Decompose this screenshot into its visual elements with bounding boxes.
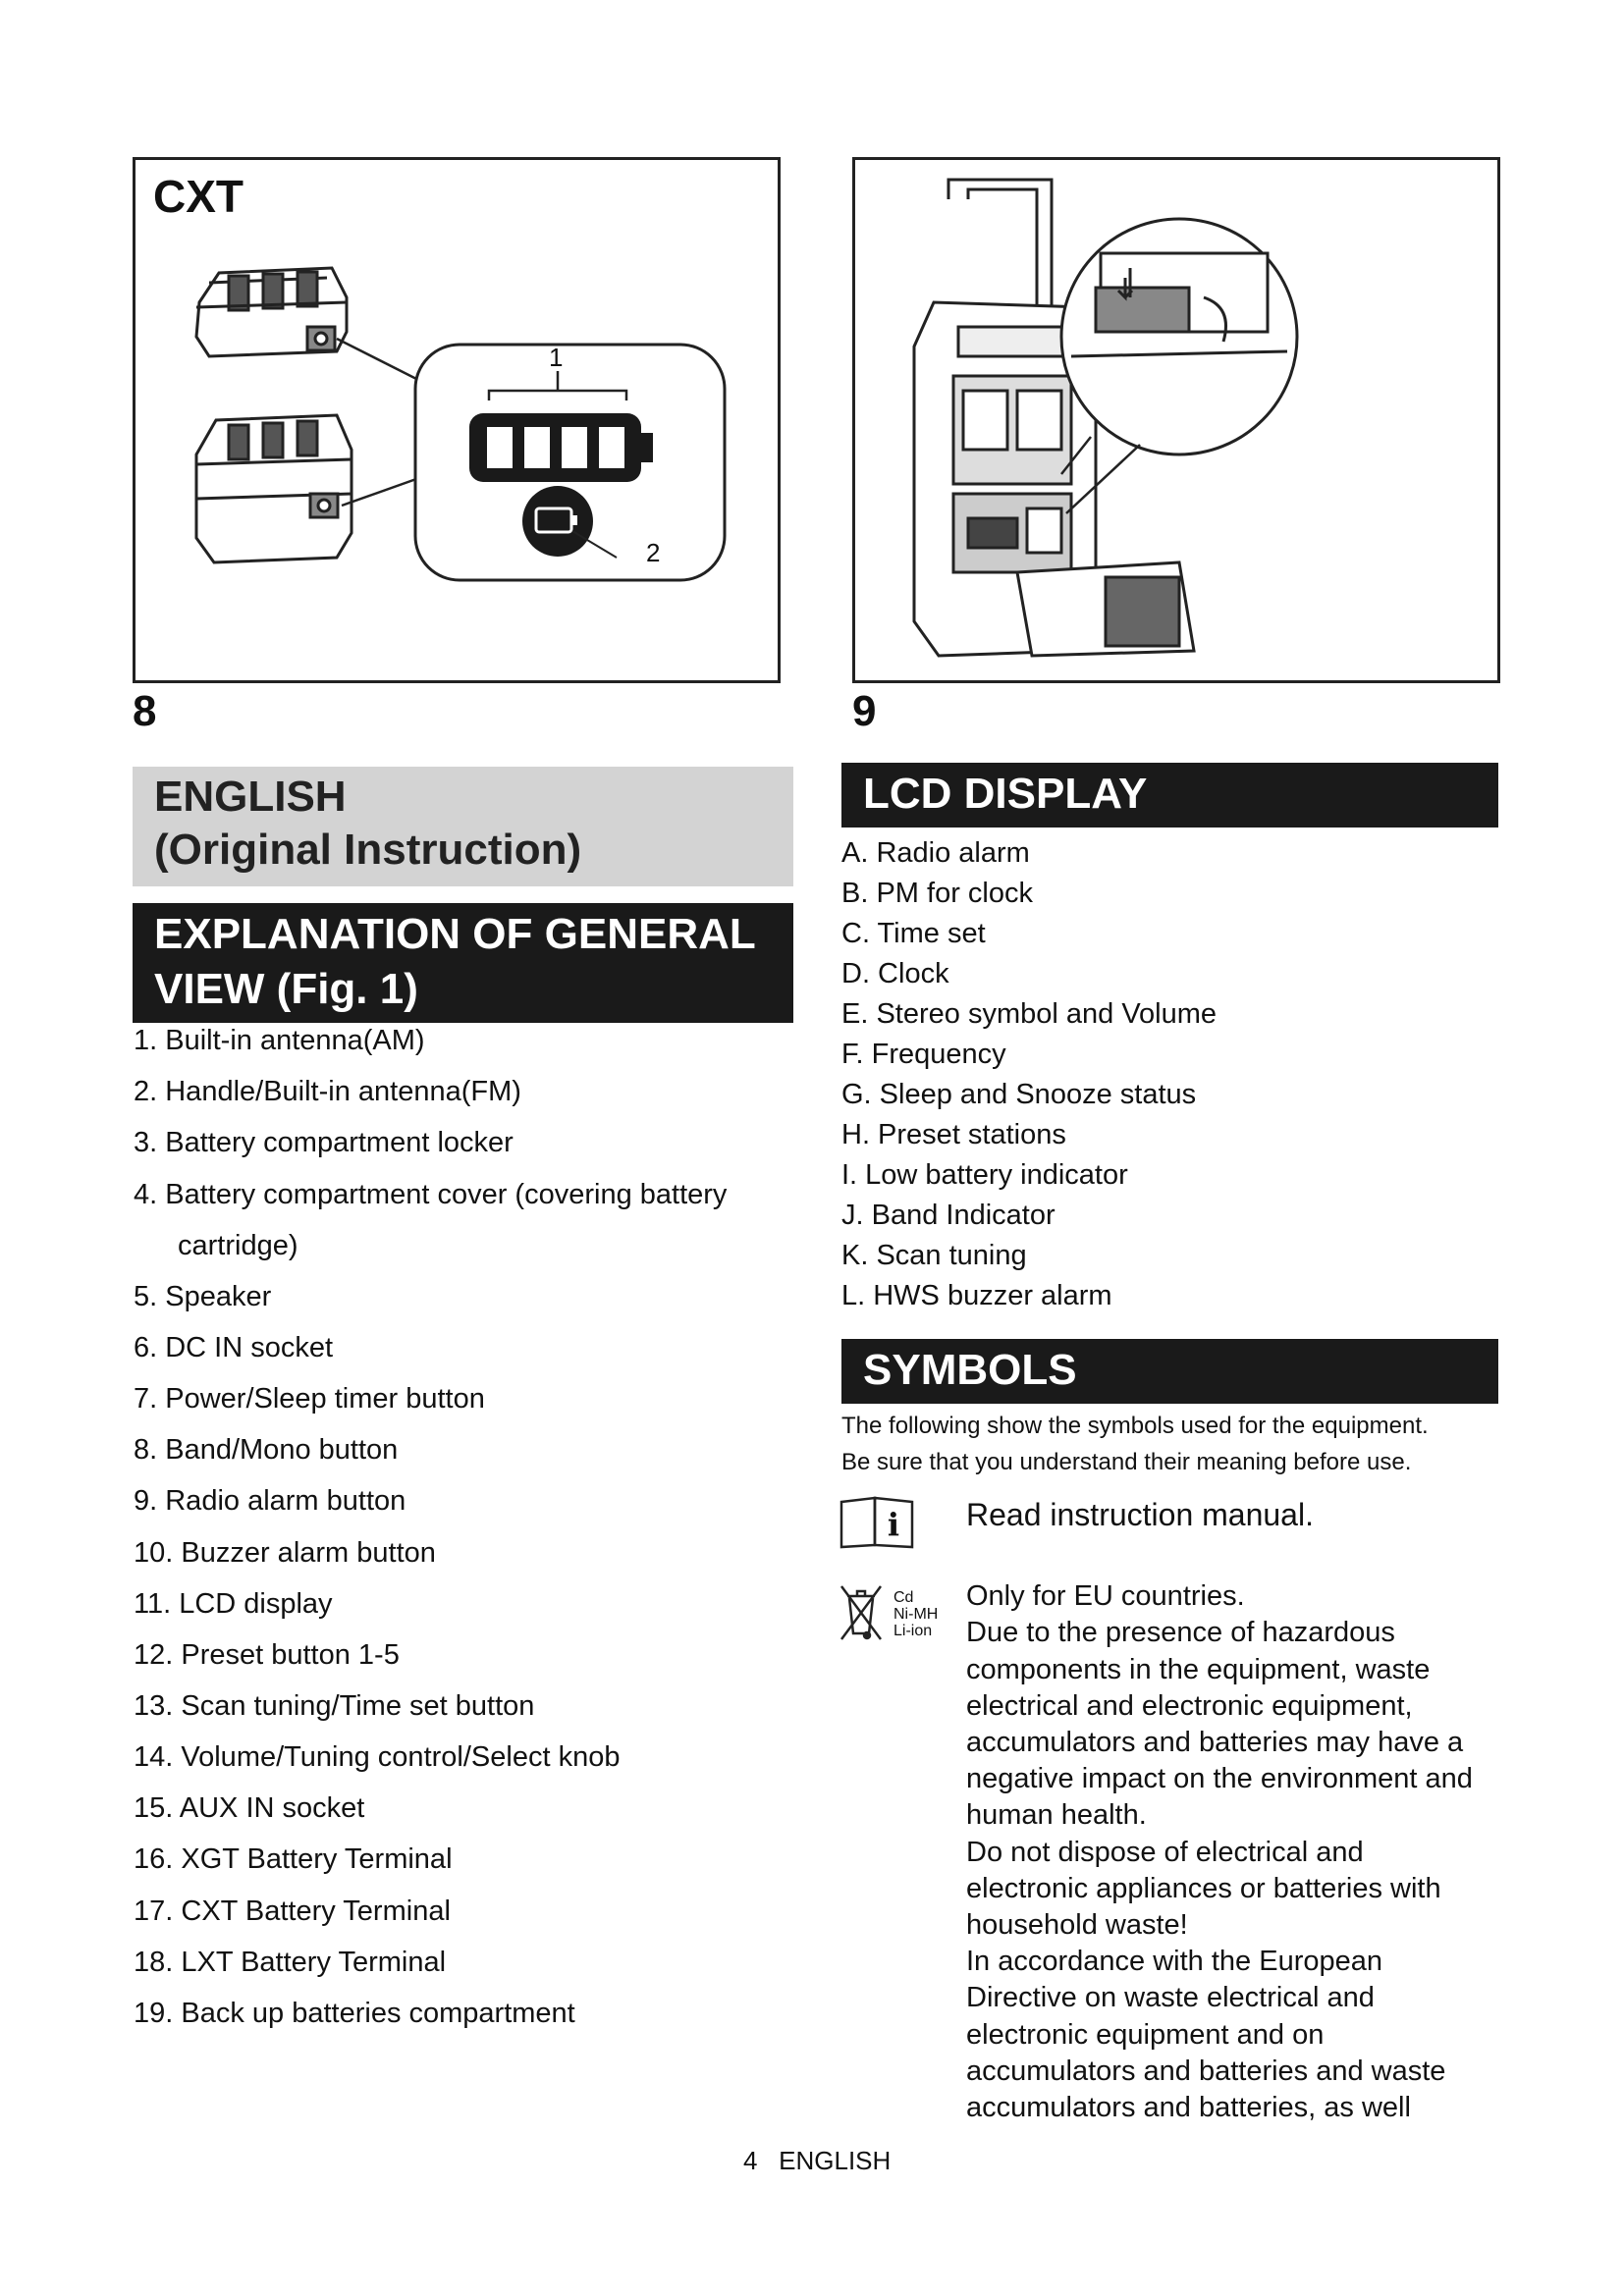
manual-icon-letter: i	[887, 1506, 900, 1543]
page-footer	[743, 2146, 891, 2176]
page-number: 4	[743, 2146, 758, 2175]
list-item: 12. Preset button 1-5	[134, 1639, 400, 1671]
lcd-item: D. Clock	[841, 958, 949, 989]
battery-large-icon	[196, 415, 352, 562]
list-item: 5. Speaker	[134, 1281, 272, 1312]
battery-gauge-icon	[469, 413, 653, 482]
list-item: 17. CXT Battery Terminal	[134, 1896, 451, 1927]
battery-small-icon	[196, 268, 347, 356]
eu-line: Directive on waste electrical and	[966, 1982, 1375, 2013]
lcd-item: L. HWS buzzer alarm	[841, 1280, 1112, 1311]
list-item: 10. Buzzer alarm button	[134, 1537, 436, 1569]
weee-crossed-bin-icon	[838, 1582, 950, 1643]
lcd-item: A. Radio alarm	[841, 837, 1030, 869]
general-view-header	[133, 903, 793, 1023]
general-view-title-line2: VIEW (Fig. 1)	[154, 965, 418, 1013]
list-item: 13. Scan tuning/Time set button	[134, 1690, 535, 1722]
eu-line: Only for EU countries.	[966, 1580, 1245, 1612]
lcd-item: F. Frequency	[841, 1039, 1006, 1070]
weee-label-nimh: Ni-MH	[893, 1606, 939, 1623]
eu-line: accumulators and batteries, as well	[966, 2092, 1411, 2123]
eu-line: electronic equipment and on	[966, 2019, 1325, 2051]
eu-line: In accordance with the European	[966, 1946, 1382, 1977]
symbols-header: SYMBOLS	[841, 1339, 1498, 1404]
eu-line: components in the equipment, waste	[966, 1654, 1431, 1685]
read-manual-text: Read instruction manual.	[966, 1497, 1314, 1532]
figure-9-number: 9	[852, 687, 877, 735]
lcd-item: K. Scan tuning	[841, 1240, 1027, 1271]
read-manual-icon	[838, 1494, 918, 1551]
footer-language: ENGLISH	[779, 2146, 892, 2175]
list-item: 18. LXT Battery Terminal	[134, 1947, 447, 1978]
list-item: 3. Battery compartment locker	[134, 1127, 514, 1158]
list-item: 15. AUX IN socket	[134, 1792, 365, 1824]
symbols-intro-line1: The following show the symbols used for the equipment.	[841, 1413, 1429, 1439]
lcd-display-header: LCD DISPLAY	[841, 763, 1498, 828]
figure-8-number: 8	[133, 687, 157, 735]
lcd-item: I. Low battery indicator	[841, 1159, 1128, 1191]
list-item: 1. Built-in antenna(AM)	[134, 1025, 425, 1056]
list-item: 8. Band/Mono button	[134, 1434, 399, 1466]
figure-9-box	[852, 157, 1500, 683]
radio-back-illustration	[855, 160, 1497, 680]
list-item: 11. LCD display	[134, 1588, 333, 1620]
figure-8-box	[133, 157, 781, 683]
eu-line: electronic appliances or batteries with	[966, 1873, 1441, 1904]
eu-line: electrical and electronic equipment,	[966, 1690, 1413, 1722]
check-button-icon	[522, 486, 593, 557]
eu-line: household waste!	[966, 1909, 1188, 1941]
language-title: ENGLISH	[154, 773, 347, 821]
list-item: 2. Handle/Built-in antenna(FM)	[134, 1076, 521, 1107]
list-item: 7. Power/Sleep timer button	[134, 1383, 485, 1415]
list-item: 14. Volume/Tuning control/Select knob	[134, 1741, 621, 1773]
figure-8-label: CXT	[153, 171, 244, 222]
general-view-title-line1: EXPLANATION OF GENERAL	[154, 910, 756, 958]
weee-label-liion: Li-ion	[893, 1623, 933, 1639]
lcd-item: J. Band Indicator	[841, 1200, 1056, 1231]
eu-line: accumulators and batteries and waste	[966, 2056, 1446, 2087]
eu-line: accumulators and batteries may have a	[966, 1727, 1464, 1758]
symbols-intro-line2: Be sure that you understand their meaning before use.	[841, 1449, 1412, 1475]
list-item: 9. Radio alarm button	[134, 1485, 406, 1517]
lcd-item: G. Sleep and Snooze status	[841, 1079, 1197, 1110]
list-item: 4. Battery compartment cover (covering battery	[134, 1179, 728, 1210]
callout-1: 1	[549, 343, 564, 372]
list-item: 16. XGT Battery Terminal	[134, 1843, 453, 1875]
battery-illustration	[135, 160, 778, 680]
list-item-continuation: cartridge)	[178, 1230, 298, 1261]
list-item: 19. Back up batteries compartment	[134, 1998, 575, 2029]
eu-line: Due to the presence of hazardous	[966, 1617, 1395, 1648]
lcd-item: H. Preset stations	[841, 1119, 1066, 1150]
weee-label-cd: Cd	[893, 1589, 914, 1606]
eu-line: negative impact on the environment and	[966, 1763, 1473, 1794]
lcd-item: B. PM for clock	[841, 878, 1033, 909]
lcd-item: E. Stereo symbol and Volume	[841, 998, 1218, 1030]
lcd-item: C. Time set	[841, 918, 986, 949]
callout-2: 2	[646, 538, 661, 567]
language-subtitle: (Original Instruction)	[154, 826, 582, 874]
language-header	[133, 767, 793, 886]
list-item: 6. DC IN socket	[134, 1332, 334, 1363]
eu-line: human health.	[966, 1799, 1147, 1831]
eu-line: Do not dispose of electrical and	[966, 1837, 1364, 1868]
